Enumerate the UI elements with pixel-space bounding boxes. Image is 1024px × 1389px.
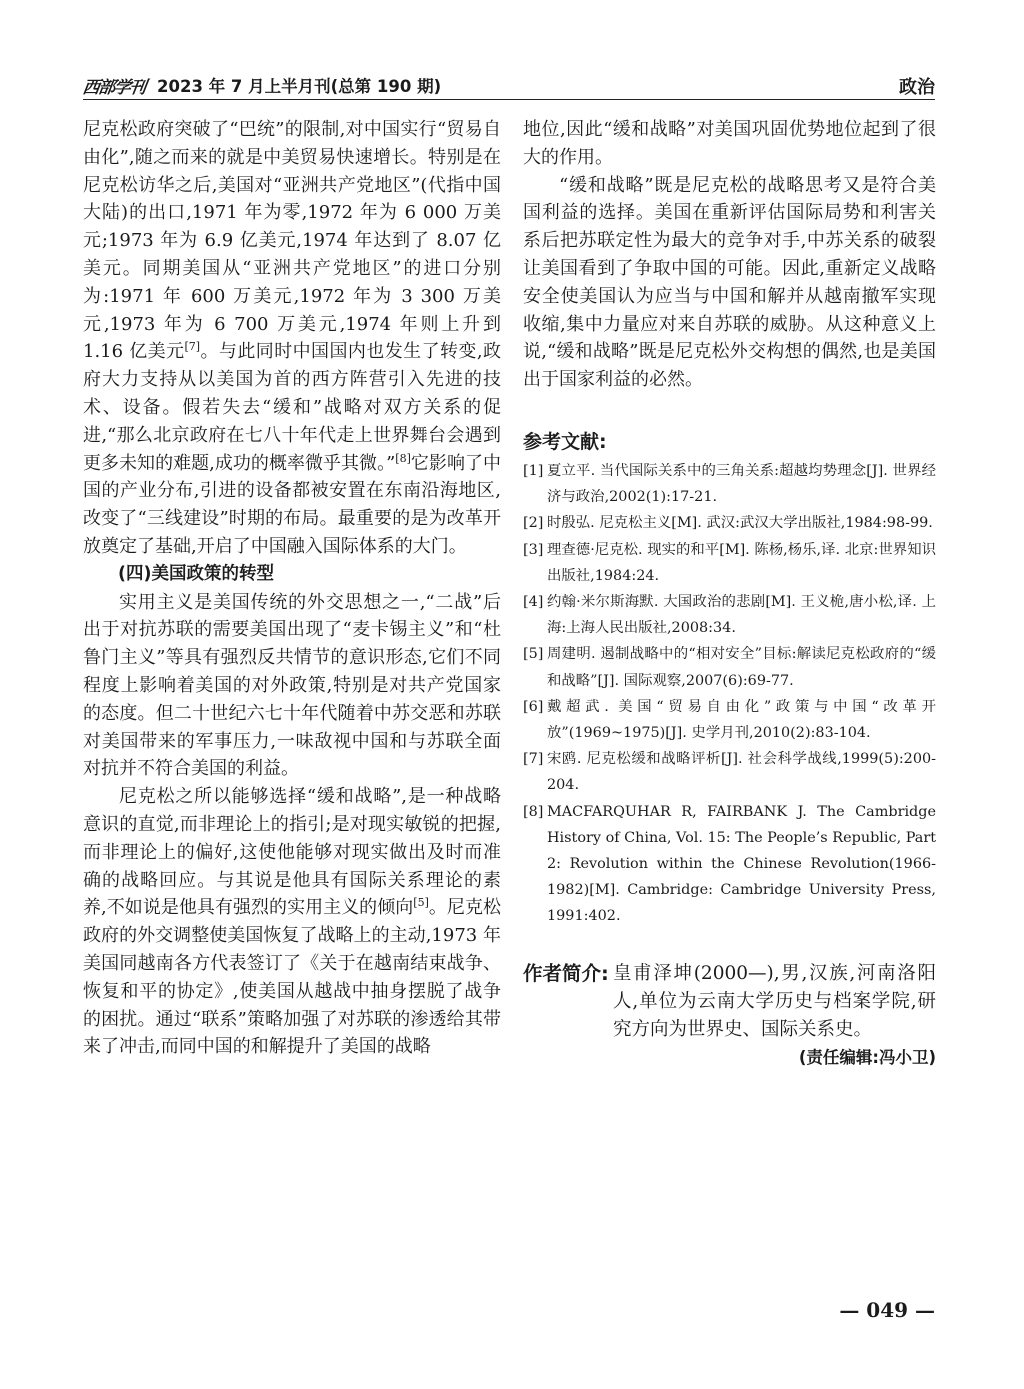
citation-marker: [7]	[184, 340, 201, 354]
paragraph-text: 尼克松政府突破了“巴统”的限制,对中国实行“贸易自由化”,随之而来的就是中美贸易快速增长。特别是在尼克松访华之后,美国对“亚洲共产党地区”(代指中国大陆)的出口,1971 年为零,1972 年为 6 000 万美元;1973 年为 6.9 亿美元,1974 年达到了 8.07 亿美元。同期美国从“亚洲共产党地区”的进口分别为:1971 年 600 万美元,1972 年为 3 300 万美元,1973 年为 6 700 万美元,1974 年则上升到 1.16 亿美元	[83, 119, 501, 363]
running-header	[83, 70, 935, 100]
references-list	[523, 458, 936, 930]
reference-text: 戴超武. 美国“贸易自由化”政策与中国“改革开放”(1969~1975)[J]. 史学月刊,2010(2):83-104.	[547, 698, 936, 741]
reference-text: 时殷弘. 尼克松主义[M]. 武汉:武汉大学出版社,1984:98-99.	[547, 515, 933, 532]
author-bio: 皇甫泽坤(2000—),男,汉族,河南洛阳人,单位为云南大学历史与档案学院,研究方向为世界史、国际关系史。	[613, 962, 936, 1040]
paragraph-text: 。尼克松政府的外交调整使美国恢复了战略上的主动,1973 年美国同越南各方代表签订了《关于在越南结束战争、恢复和平的协定》,使美国从越战中抽身摆脱了战争的困扰。通过“联系”策略加强了对苏联的渗透给其带来了冲击,而同中国的和解提升了美国的战略	[83, 897, 501, 1058]
reference-text: 宋鸥. 尼克松缓和战略评析[J]. 社会科学战线,1999(5):200-204.	[547, 751, 936, 794]
reference-item	[523, 458, 936, 510]
paragraph-text: 尼克松之所以能够选择“缓和战略”,是一种战略意识的直觉,而非理论上的指引;是对现实敏锐的把握,而非理论上的偏好,这使他能够对现实做出及时而准确的战略回应。与其说是他具有国际关系理论的素养,不如说是他具有强烈的实用主义的倾向	[83, 786, 501, 919]
reference-item	[523, 694, 936, 746]
reference-number: [1]	[523, 462, 544, 479]
paragraph-text: 它影响了中国的产业分布,引进的设备都被安置在东南沿海地区,改变了“三线建设”时期的布局。最重要的是为改革开放奠定了基础,开启了中国融入国际体系的大门。	[83, 452, 501, 557]
reference-number: [7]	[523, 751, 544, 768]
reference-text: 理查德·尼克松. 现实的和平[M]. 陈杨,杨乐,译. 北京:世界知识出版社,1984:24.	[547, 541, 936, 584]
author-label: 作者简介:	[523, 961, 609, 985]
reference-item	[523, 589, 936, 641]
citation-marker: [5]	[413, 896, 429, 910]
reference-text: MACFARQUHAR R, FAIRBANK J. The Cambridge History of China, Vol. 15: The People’s Republic, Part 2: Revolution within the Chinese Revolution(1966-1982)[M]. Cambridge: Cambridge University Press, 1991:402.	[547, 803, 937, 925]
reference-number: [4]	[523, 593, 544, 610]
body-paragraph: “缓和战略”既是尼克松的战略思考又是符合美国利益的选择。美国在重新评估国际局势和利害关系后把苏联定性为最大的竞争对手,中苏关系的破裂让美国看到了争取中国的可能。因此,重新定义战略安全使美国认为应当与中国和解并从越南撤军实现收缩,集中力量应对来自苏联的威胁。从这种意义上说,“缓和战略”既是尼克松外交构想的偶然,也是美国出于国家利益的必然。	[523, 174, 936, 391]
body-paragraph: 地位,因此“缓和战略”对美国巩固优势地位起到了很大的作用。	[523, 119, 936, 168]
body-paragraph	[83, 116, 501, 561]
body-paragraph: 实用主义是美国传统的外交思想之一,“二战”后出于对抗苏联的需要美国出现了“麦卡锡主义”和“杜鲁门主义”等具有强烈反共情节的意识形态,它们不同程度上影响着美国的对外政策,特别是对共产党国家的态度。但二十世纪六七十年代随着中苏交恶和苏联对美国带来的军事压力,一味敌视中国和与苏联全面对抗并不符合美国的利益。	[83, 591, 501, 780]
reference-item	[523, 746, 936, 798]
author-info	[523, 960, 936, 1044]
reference-number: [2]	[523, 515, 544, 532]
reference-text: 约翰·米尔斯海默. 大国政治的悲剧[M]. 王义桅,唐小松,译. 上海:上海人民出版社,2008:34.	[547, 593, 936, 637]
reference-text: 夏立平. 当代国际关系中的三角关系:超越均势理念[J]. 世界经济与政治,2002(1):17-21.	[547, 462, 936, 506]
reference-item	[523, 641, 936, 693]
right-column	[523, 116, 936, 1072]
reference-number: [8]	[523, 803, 544, 820]
section-label: 政治	[899, 77, 935, 98]
reference-item	[523, 537, 936, 589]
reference-text: 周建明. 遏制战略中的“相对安全”目标:解读尼克松政府的“缓和战略”[J]. 国际观察,2007(6):69-77.	[547, 646, 936, 689]
body-paragraph	[83, 783, 501, 1061]
page-number: — 049 —	[839, 1298, 935, 1322]
section-subheading: (四)美国政策的转型	[118, 563, 274, 584]
reference-number: [6]	[523, 698, 544, 715]
paragraph-text: 。与此同时中国国内也发生了转变,政府大力支持从以美国为首的西方阵营引入先进的技术、设备。假若失去“缓和”战略对双方关系的促进,“那么北京政府在七八十年代走上世界舞台会遇到更多未知的难题,成功的概率微乎其微。”	[83, 341, 501, 474]
journal-logo: 西部学刊	[81, 78, 147, 98]
issue-info: 2023 年 7 月上半月刊(总第 190 期)	[157, 77, 442, 96]
editor-credit: (责任编辑:冯小卫)	[798, 1047, 936, 1067]
reference-number: [5]	[523, 646, 544, 663]
reference-item	[523, 510, 936, 536]
citation-marker: [8]	[395, 451, 411, 465]
left-column	[83, 116, 501, 1061]
references-title: 参考文献:	[523, 430, 607, 453]
reference-number: [3]	[523, 541, 544, 558]
reference-item	[523, 799, 936, 930]
